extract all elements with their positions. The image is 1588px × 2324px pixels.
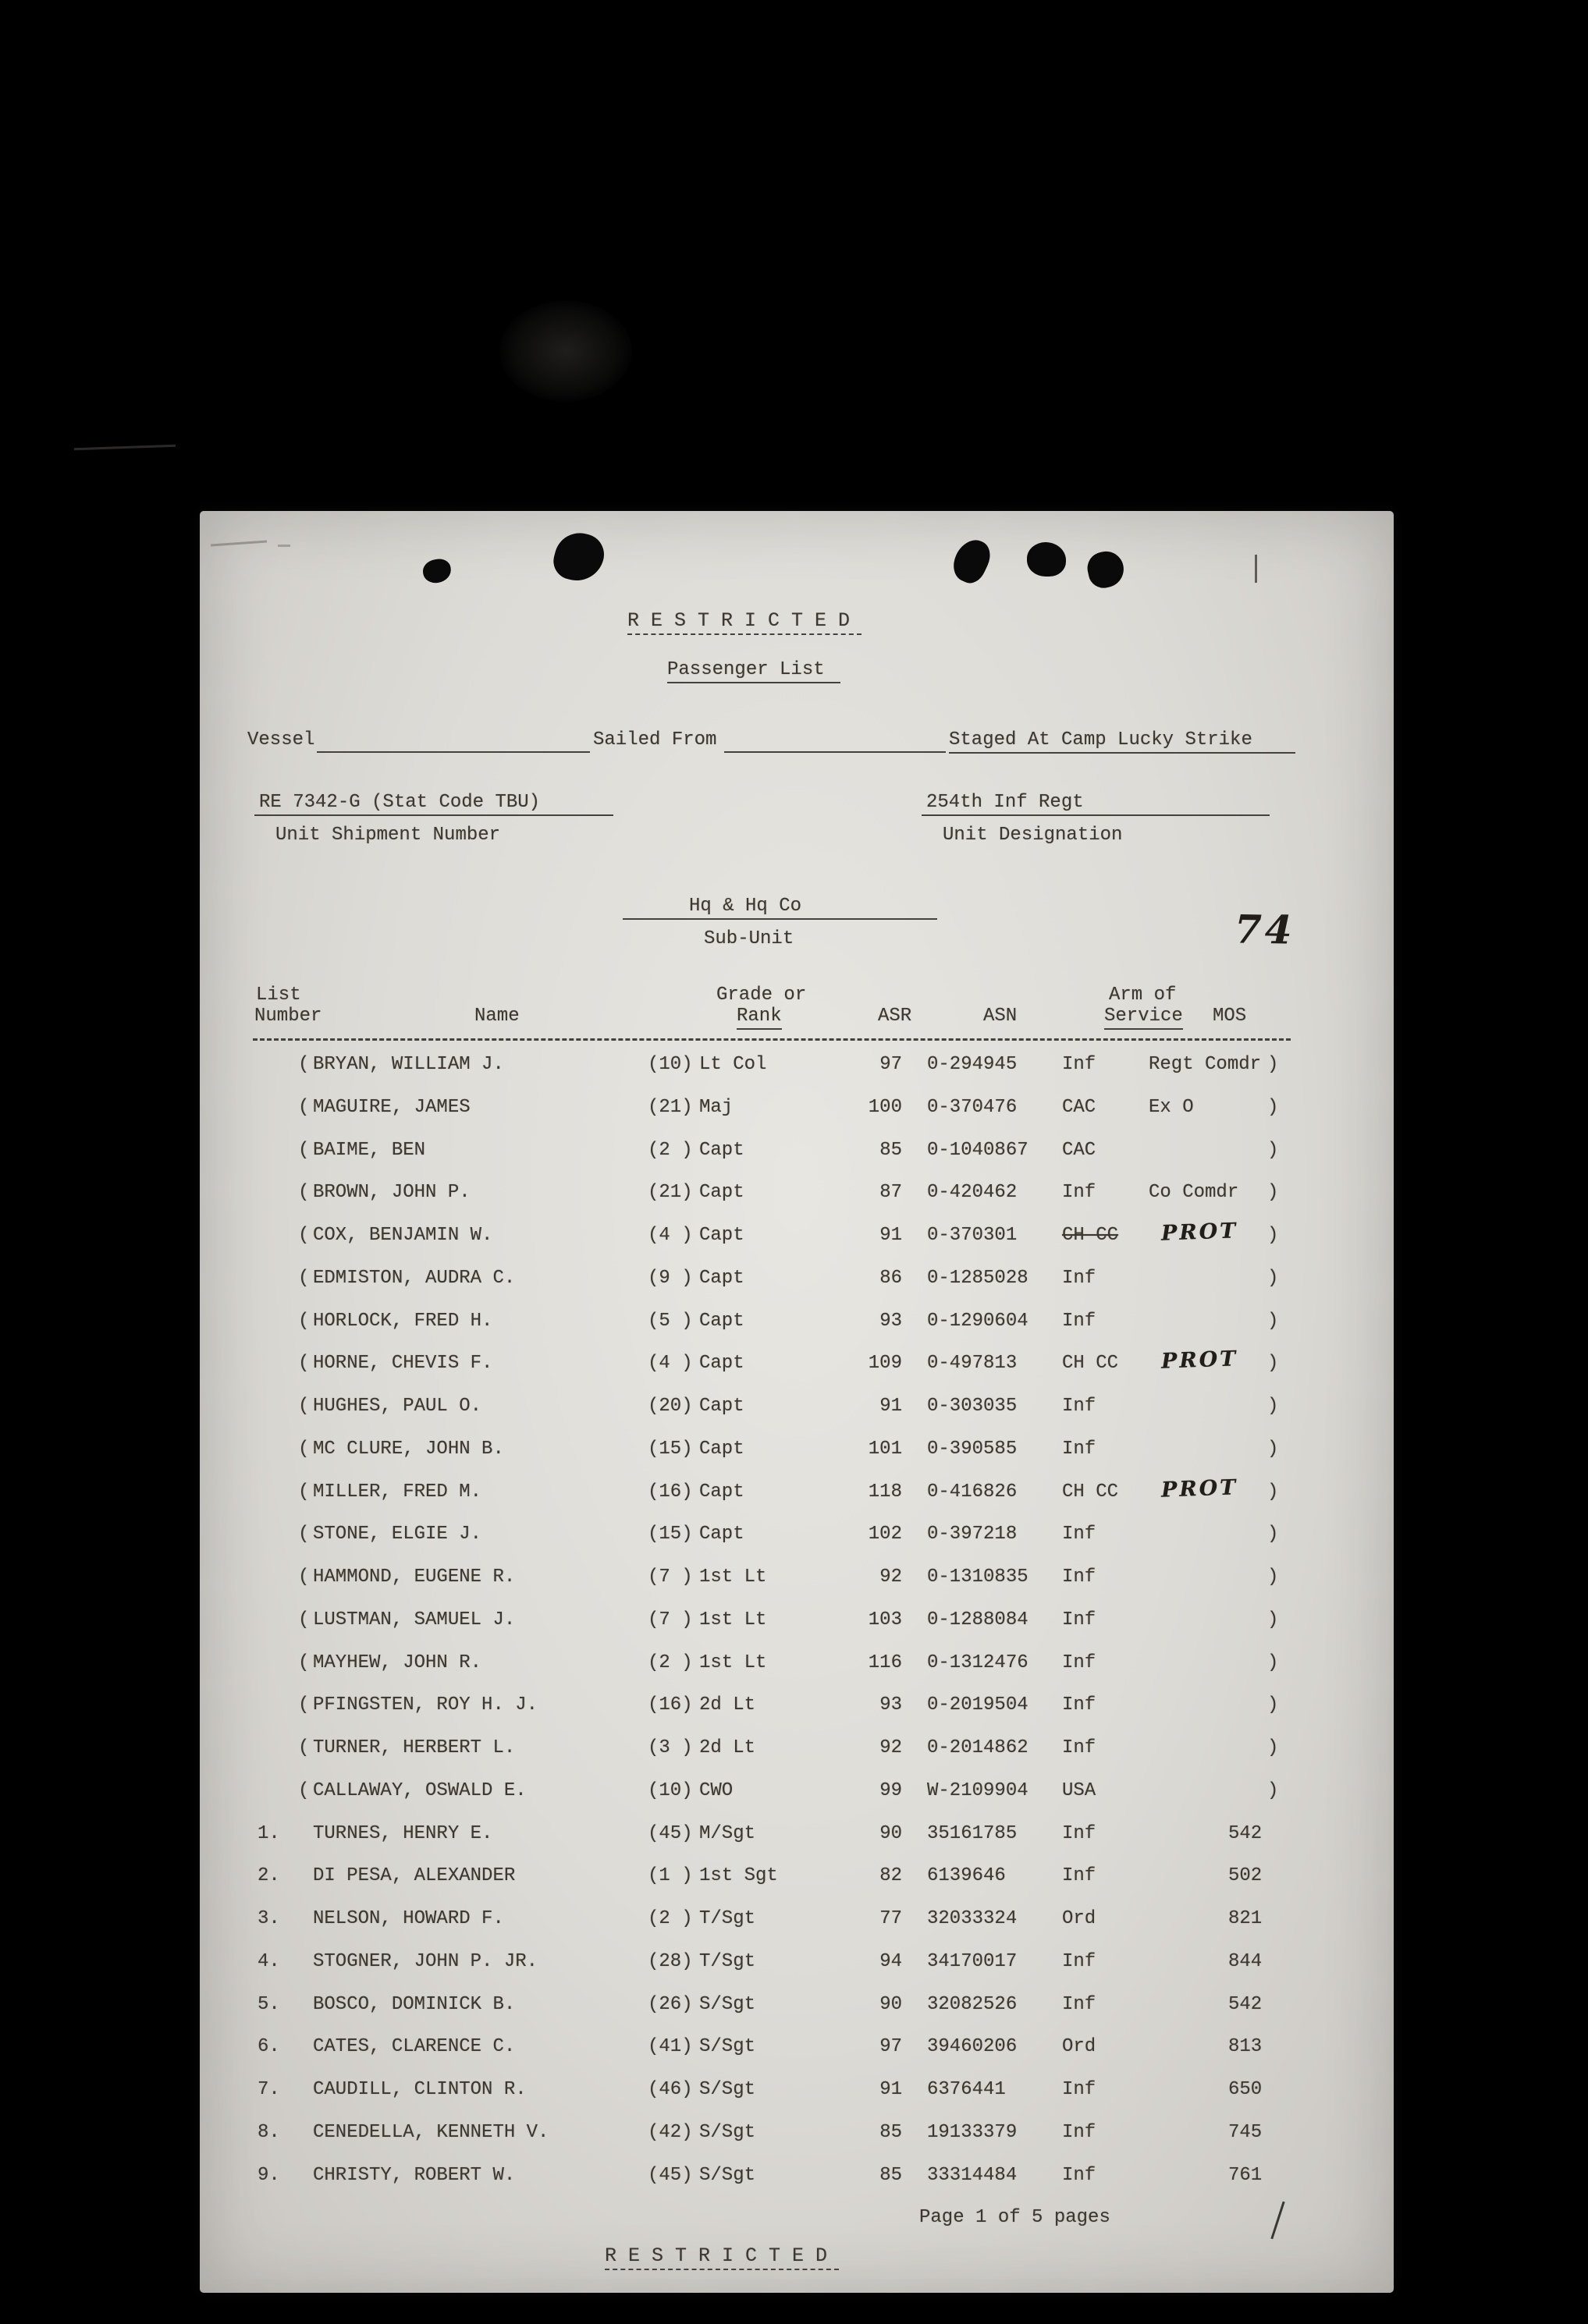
rank-cell: 1st Lt (699, 1609, 767, 1630)
mos-cell: 542 (1228, 1822, 1263, 1844)
arm-of-service-cell: Inf (1062, 1652, 1096, 1673)
classification-footer: RESTRICTED (605, 2246, 839, 2270)
table-header-rule (253, 1031, 1291, 1041)
list-number-cell: 2. (258, 1865, 280, 1887)
rank-cell: S/Sgt (699, 1993, 756, 2015)
table-row (200, 1611, 1394, 1654)
grade-cell: (21) (648, 1182, 693, 1204)
column-header-number: Number (254, 1006, 322, 1027)
pencil-mark (278, 545, 290, 547)
asn-cell: 0-1290604 (927, 1310, 1028, 1332)
rank-cell: Capt (699, 1524, 744, 1545)
table-row (200, 1696, 1394, 1739)
asn-cell: 0-294945 (927, 1054, 1018, 1075)
sailed-from-blank-line (724, 731, 946, 753)
mos-cell: 761 (1228, 2164, 1263, 2186)
table-row (200, 2081, 1394, 2124)
name-cell: PFINGSTEN, ROY H. J. (313, 1694, 538, 1716)
close-paren: ) (1267, 1353, 1279, 1375)
asr-cell: 85 (879, 2164, 902, 2186)
mos-cell: 650 (1228, 2079, 1263, 2100)
sailed-from-label: Sailed From (593, 729, 717, 750)
close-paren: ) (1267, 1096, 1279, 1118)
handwritten-note: PROT (1160, 1347, 1238, 1374)
remarks-cell: Co Comdr (1149, 1182, 1239, 1204)
column-header-name: Name (474, 1006, 520, 1027)
name-cell: MAGUIRE, JAMES (313, 1096, 471, 1118)
table-row (200, 2166, 1394, 2209)
rank-cell: Lt Col (699, 1054, 767, 1075)
name-cell: MILLER, FRED M. (313, 1481, 482, 1503)
asn-cell: 0-1285028 (927, 1267, 1028, 1289)
rank-cell: M/Sgt (699, 1822, 756, 1844)
asr-cell: 97 (879, 1054, 902, 1075)
asn-cell: 39460206 (927, 2036, 1018, 2058)
column-header-service: Service (1104, 1007, 1183, 1030)
open-paren: ( (298, 1054, 310, 1075)
close-paren: ) (1267, 1609, 1279, 1630)
table-row (200, 1993, 1394, 2038)
grade-cell: (21) (648, 1096, 693, 1118)
name-cell: CHRISTY, ROBERT W. (313, 2164, 516, 2186)
arm-of-service-cell: Inf (1062, 1950, 1096, 1972)
table-row (200, 2038, 1394, 2081)
grade-cell: (7 ) (648, 1609, 693, 1630)
open-paren: ( (298, 1438, 310, 1460)
asr-cell: 90 (879, 1822, 902, 1844)
asn-cell: 0-370476 (927, 1096, 1018, 1118)
mos-cell: 813 (1228, 2036, 1263, 2058)
arm-of-service-cell: CH CC (1062, 1225, 1119, 1246)
rank-cell: Capt (699, 1438, 744, 1460)
name-cell: NELSON, HOWARD F. (313, 1908, 504, 1929)
asn-cell: 0-1288084 (927, 1609, 1028, 1630)
table-row (200, 1141, 1394, 1184)
rank-cell: Capt (699, 1139, 744, 1161)
rank-cell: Capt (699, 1310, 744, 1332)
asn-cell: 35161785 (927, 1822, 1018, 1844)
asr-cell: 101 (868, 1438, 902, 1460)
open-paren: ( (298, 1267, 310, 1289)
open-paren: ( (298, 1139, 310, 1161)
rank-cell: 2d Lt (699, 1694, 756, 1716)
scan-smudge (499, 300, 632, 402)
name-cell: TURNER, HERBERT L. (313, 1737, 516, 1758)
rank-cell: S/Sgt (699, 2121, 756, 2143)
arm-of-service-cell: Inf (1062, 1822, 1096, 1844)
grade-cell: (4 ) (648, 1353, 693, 1375)
open-paren: ( (298, 1779, 310, 1801)
rank-cell: S/Sgt (699, 2036, 756, 2058)
grade-cell: (15) (648, 1524, 693, 1545)
list-number-cell: 5. (258, 1993, 280, 2015)
rank-cell: Capt (699, 1225, 744, 1246)
staged-at-value: Staged At Camp Lucky Strike (949, 731, 1295, 754)
table-row (200, 1739, 1394, 1782)
list-number-cell: 1. (258, 1822, 280, 1844)
list-number-cell: 6. (258, 2036, 280, 2058)
open-paren: ( (298, 1694, 310, 1716)
name-cell: LUSTMAN, SAMUEL J. (313, 1609, 516, 1630)
column-header-mos: MOS (1213, 1006, 1247, 1027)
grade-cell: (2 ) (648, 1139, 693, 1161)
rank-cell: 1st Lt (699, 1566, 767, 1588)
pencil-mark (74, 445, 176, 451)
asr-cell: 91 (879, 1396, 902, 1417)
arm-of-service-cell: Inf (1062, 2121, 1096, 2143)
asn-cell: 19133379 (927, 2121, 1018, 2143)
asr-cell: 85 (879, 2121, 902, 2143)
rank-cell: 2d Lt (699, 1737, 756, 1758)
grade-cell: (3 ) (648, 1737, 693, 1758)
name-cell: HUGHES, PAUL O. (313, 1396, 482, 1417)
arm-of-service-cell: USA (1062, 1779, 1096, 1801)
list-number-cell: 8. (258, 2121, 280, 2143)
open-paren: ( (298, 1396, 310, 1417)
asn-cell: 6139646 (927, 1865, 1006, 1887)
remarks-cell: Ex O (1149, 1096, 1194, 1118)
grade-cell: (1 ) (648, 1865, 693, 1887)
asr-cell: 91 (879, 2079, 902, 2100)
rank-cell: Maj (699, 1096, 734, 1118)
name-cell: CALLAWAY, OSWALD E. (313, 1779, 527, 1801)
grade-cell: (16) (648, 1481, 693, 1503)
grade-cell: (16) (648, 1694, 693, 1716)
table-row (200, 1910, 1394, 1953)
name-cell: BROWN, JOHN P. (313, 1182, 471, 1204)
grade-cell: (28) (648, 1950, 693, 1972)
name-cell: COX, BENJAMIN W. (313, 1225, 493, 1246)
asn-cell: 0-420462 (927, 1182, 1018, 1204)
name-cell: MAYHEW, JOHN R. (313, 1652, 482, 1673)
ink-blob (1027, 542, 1066, 577)
table-row (200, 1397, 1394, 1440)
arm-of-service-cell: Ord (1062, 1908, 1096, 1929)
grade-cell: (41) (648, 2036, 693, 2058)
asr-cell: 99 (879, 1779, 902, 1801)
grade-cell: (42) (648, 2121, 693, 2143)
page-footer: Page 1 of 5 pages (919, 2207, 1110, 2228)
name-cell: EDMISTON, AUDRA C. (313, 1267, 516, 1289)
column-header-list: List (256, 985, 301, 1006)
mos-cell: 502 (1228, 1865, 1263, 1887)
name-cell: CENEDELLA, KENNETH V. (313, 2121, 549, 2143)
asn-cell: 0-2019504 (927, 1694, 1028, 1716)
document-title: Passenger List (667, 661, 840, 683)
arm-of-service-cell: Inf (1062, 1396, 1096, 1417)
open-paren: ( (298, 1310, 310, 1332)
arm-of-service-cell: Inf (1062, 2079, 1096, 2100)
asr-cell: 109 (868, 1353, 902, 1375)
asr-cell: 118 (868, 1481, 902, 1503)
grade-cell: (15) (648, 1438, 693, 1460)
asr-cell: 93 (879, 1694, 902, 1716)
arm-of-service-cell: Inf (1062, 1438, 1096, 1460)
rank-cell: S/Sgt (699, 2079, 756, 2100)
open-paren: ( (298, 1566, 310, 1588)
rank-cell: S/Sgt (699, 2164, 756, 2186)
asr-cell: 87 (879, 1182, 902, 1204)
asr-cell: 77 (879, 1908, 902, 1929)
table-row (200, 1525, 1394, 1568)
open-paren: ( (298, 1096, 310, 1118)
close-paren: ) (1267, 1267, 1279, 1289)
asn-cell: 32033324 (927, 1908, 1018, 1929)
open-paren: ( (298, 1524, 310, 1545)
ink-blob (947, 534, 996, 588)
name-cell: CAUDILL, CLINTON R. (313, 2079, 527, 2100)
close-paren: ) (1267, 1182, 1279, 1204)
close-paren: ) (1267, 1225, 1279, 1246)
vessel-label: Vessel (247, 729, 315, 750)
arm-of-service-cell: Inf (1062, 1524, 1096, 1545)
open-paren: ( (298, 1609, 310, 1630)
table-row (200, 1568, 1394, 1611)
asr-cell: 82 (879, 1865, 902, 1887)
classification-banner: RESTRICTED (627, 611, 861, 635)
arm-of-service-cell: CAC (1062, 1096, 1096, 1118)
rank-cell: 1st Sgt (699, 1865, 778, 1887)
arm-of-service-cell: Inf (1062, 1182, 1096, 1204)
rank-cell: T/Sgt (699, 1908, 756, 1929)
asn-cell: 32082526 (927, 1993, 1018, 2015)
column-header-grade: Grade or (716, 985, 807, 1006)
name-cell: HORNE, CHEVIS F. (313, 1353, 493, 1375)
arm-of-service-cell: Inf (1062, 2164, 1096, 2186)
arm-of-service-cell: CH CC (1062, 1353, 1119, 1375)
asn-cell: 6376441 (927, 2079, 1006, 2100)
asn-cell: 0-1040867 (927, 1139, 1028, 1161)
open-paren: ( (298, 1353, 310, 1375)
close-paren: ) (1267, 1737, 1279, 1758)
pen-mark (1255, 555, 1257, 583)
grade-cell: (2 ) (648, 1908, 693, 1929)
table-row (200, 1822, 1394, 1868)
unit-designation-value: 254th Inf Regt (922, 793, 1270, 816)
ink-blob (1085, 548, 1128, 591)
asr-cell: 103 (868, 1609, 902, 1630)
column-header-arm: Arm of (1109, 985, 1177, 1006)
table-row (200, 1056, 1394, 1098)
name-cell: BAIME, BEN (313, 1139, 426, 1161)
name-cell: MC CLURE, JOHN B. (313, 1438, 504, 1460)
open-paren: ( (298, 1182, 310, 1204)
close-paren: ) (1267, 1652, 1279, 1673)
handwritten-page-number: 74 (1234, 906, 1296, 953)
rank-cell: CWO (699, 1779, 734, 1801)
close-paren: ) (1267, 1524, 1279, 1545)
arm-of-service-cell: Inf (1062, 1310, 1096, 1332)
table-row (200, 1950, 1394, 1996)
vessel-blank-line (317, 731, 590, 753)
asn-cell: 0-370301 (927, 1225, 1018, 1246)
unit-shipment-number-label: Unit Shipment Number (275, 825, 501, 846)
name-cell: STONE, ELGIE J. (313, 1524, 482, 1545)
handwritten-note: PROT (1160, 1474, 1238, 1503)
close-paren: ) (1267, 1481, 1279, 1503)
mos-cell: 821 (1228, 1908, 1263, 1929)
arm-of-service-cell: Inf (1062, 1865, 1096, 1887)
arm-of-service-cell: Inf (1062, 1609, 1096, 1630)
asr-cell: 97 (879, 2036, 902, 2058)
rank-cell: Capt (699, 1182, 744, 1204)
grade-cell: (5 ) (648, 1310, 693, 1332)
asn-cell: 0-303035 (927, 1396, 1018, 1417)
asn-cell: 0-497813 (927, 1353, 1018, 1375)
unit-shipment-number-value: RE 7342-G (Stat Code TBU) (254, 793, 613, 816)
asr-cell: 90 (879, 1993, 902, 2015)
table-row (200, 1654, 1394, 1697)
rank-cell: Capt (699, 1353, 744, 1375)
close-paren: ) (1267, 1779, 1279, 1801)
list-number-cell: 9. (258, 2164, 280, 2186)
name-cell: HAMMOND, EUGENE R. (313, 1566, 516, 1588)
table-row (200, 1098, 1394, 1141)
close-paren: ) (1267, 1566, 1279, 1588)
grade-cell: (4 ) (648, 1225, 693, 1246)
name-cell: CATES, CLARENCE C. (313, 2036, 516, 2058)
asn-cell: 0-416826 (927, 1481, 1018, 1503)
column-header-asr: ASR (878, 1006, 912, 1027)
arm-of-service-cell: Inf (1062, 1694, 1096, 1716)
name-cell: HORLOCK, FRED H. (313, 1310, 493, 1332)
arm-of-service-cell: CH CC (1062, 1481, 1119, 1503)
table-row (200, 1779, 1394, 1825)
mos-cell: 745 (1228, 2121, 1263, 2143)
close-paren: ) (1267, 1396, 1279, 1417)
asr-cell: 116 (868, 1652, 902, 1673)
asn-cell: 0-1312476 (927, 1652, 1028, 1673)
handwritten-note: PROT (1160, 1219, 1238, 1246)
rank-cell: Capt (699, 1267, 744, 1289)
close-paren: ) (1267, 1694, 1279, 1716)
remarks-cell: Regt Comdr (1149, 1054, 1262, 1075)
asn-cell: W-2109904 (927, 1779, 1028, 1801)
list-number-cell: 3. (258, 1908, 280, 1929)
pencil-mark (211, 540, 267, 546)
grade-cell: (20) (648, 1396, 693, 1417)
grade-cell: (10) (648, 1779, 693, 1801)
arm-of-service-cell: Inf (1062, 1737, 1096, 1758)
asr-cell: 92 (879, 1737, 902, 1758)
grade-cell: (26) (648, 1993, 693, 2015)
rank-cell: Capt (699, 1396, 744, 1417)
ink-blob (421, 557, 453, 585)
asn-cell: 33314484 (927, 2164, 1018, 2186)
table-row (200, 1269, 1394, 1312)
asr-cell: 85 (879, 1139, 902, 1161)
name-cell: TURNES, HENRY E. (313, 1822, 493, 1844)
grade-cell: (46) (648, 2079, 693, 2100)
grade-cell: (9 ) (648, 1267, 693, 1289)
asn-cell: 0-390585 (927, 1438, 1018, 1460)
asn-cell: 0-2014862 (927, 1737, 1028, 1758)
arm-of-service-cell: CAC (1062, 1139, 1096, 1161)
arm-of-service-cell: Inf (1062, 1267, 1096, 1289)
close-paren: ) (1267, 1438, 1279, 1460)
asr-cell: 92 (879, 1566, 902, 1588)
sub-unit-value: Hq & Hq Co (623, 897, 937, 920)
table-row (200, 2121, 1394, 2166)
rank-cell: Capt (699, 1481, 744, 1503)
sub-unit-label: Sub-Unit (704, 928, 794, 949)
grade-cell: (10) (648, 1054, 693, 1075)
rank-cell: 1st Lt (699, 1652, 767, 1673)
asr-cell: 86 (879, 1267, 902, 1289)
table-row (200, 1474, 1394, 1526)
list-number-cell: 4. (258, 1950, 280, 1972)
name-cell: BRYAN, WILLIAM J. (313, 1054, 504, 1075)
unit-designation-label: Unit Designation (943, 825, 1123, 846)
grade-cell: (7 ) (648, 1566, 693, 1588)
close-paren: ) (1267, 1054, 1279, 1075)
asr-cell: 91 (879, 1225, 902, 1246)
rank-cell: T/Sgt (699, 1950, 756, 1972)
list-number-cell: 7. (258, 2079, 280, 2100)
asr-cell: 102 (868, 1524, 902, 1545)
asr-cell: 94 (879, 1950, 902, 1972)
open-paren: ( (298, 1652, 310, 1673)
table-row (200, 1867, 1394, 1910)
arm-of-service-cell: Ord (1062, 2036, 1096, 2058)
table-row (200, 1347, 1394, 1397)
arm-of-service-cell: Inf (1062, 1054, 1096, 1075)
open-paren: ( (298, 1225, 310, 1246)
column-header-asn: ASN (983, 1006, 1018, 1027)
asn-cell: 34170017 (927, 1950, 1018, 1972)
grade-cell: (2 ) (648, 1652, 693, 1673)
close-paren: ) (1267, 1310, 1279, 1332)
name-cell: DI PESA, ALEXANDER (313, 1865, 516, 1887)
asn-cell: 0-1310835 (927, 1566, 1028, 1588)
open-paren: ( (298, 1737, 310, 1758)
passenger-table (200, 1056, 1394, 2209)
name-cell: STOGNER, JOHN P. JR. (313, 1950, 538, 1972)
asn-cell: 0-397218 (927, 1524, 1018, 1545)
asr-cell: 100 (868, 1096, 902, 1118)
asr-cell: 93 (879, 1310, 902, 1332)
mos-cell: 542 (1228, 1993, 1263, 2015)
close-paren: ) (1267, 1139, 1279, 1161)
arm-of-service-cell: Inf (1062, 1993, 1096, 2015)
open-paren: ( (298, 1481, 310, 1503)
name-cell: BOSCO, DOMINICK B. (313, 1993, 516, 2015)
grade-cell: (45) (648, 1822, 693, 1844)
arm-of-service-cell: Inf (1062, 1566, 1096, 1588)
ink-blob (549, 527, 609, 587)
mos-cell: 844 (1228, 1950, 1263, 1972)
document-page (200, 511, 1394, 2293)
table-row (200, 1219, 1394, 1269)
grade-cell: (45) (648, 2164, 693, 2186)
column-header-rank: Rank (737, 1007, 782, 1030)
